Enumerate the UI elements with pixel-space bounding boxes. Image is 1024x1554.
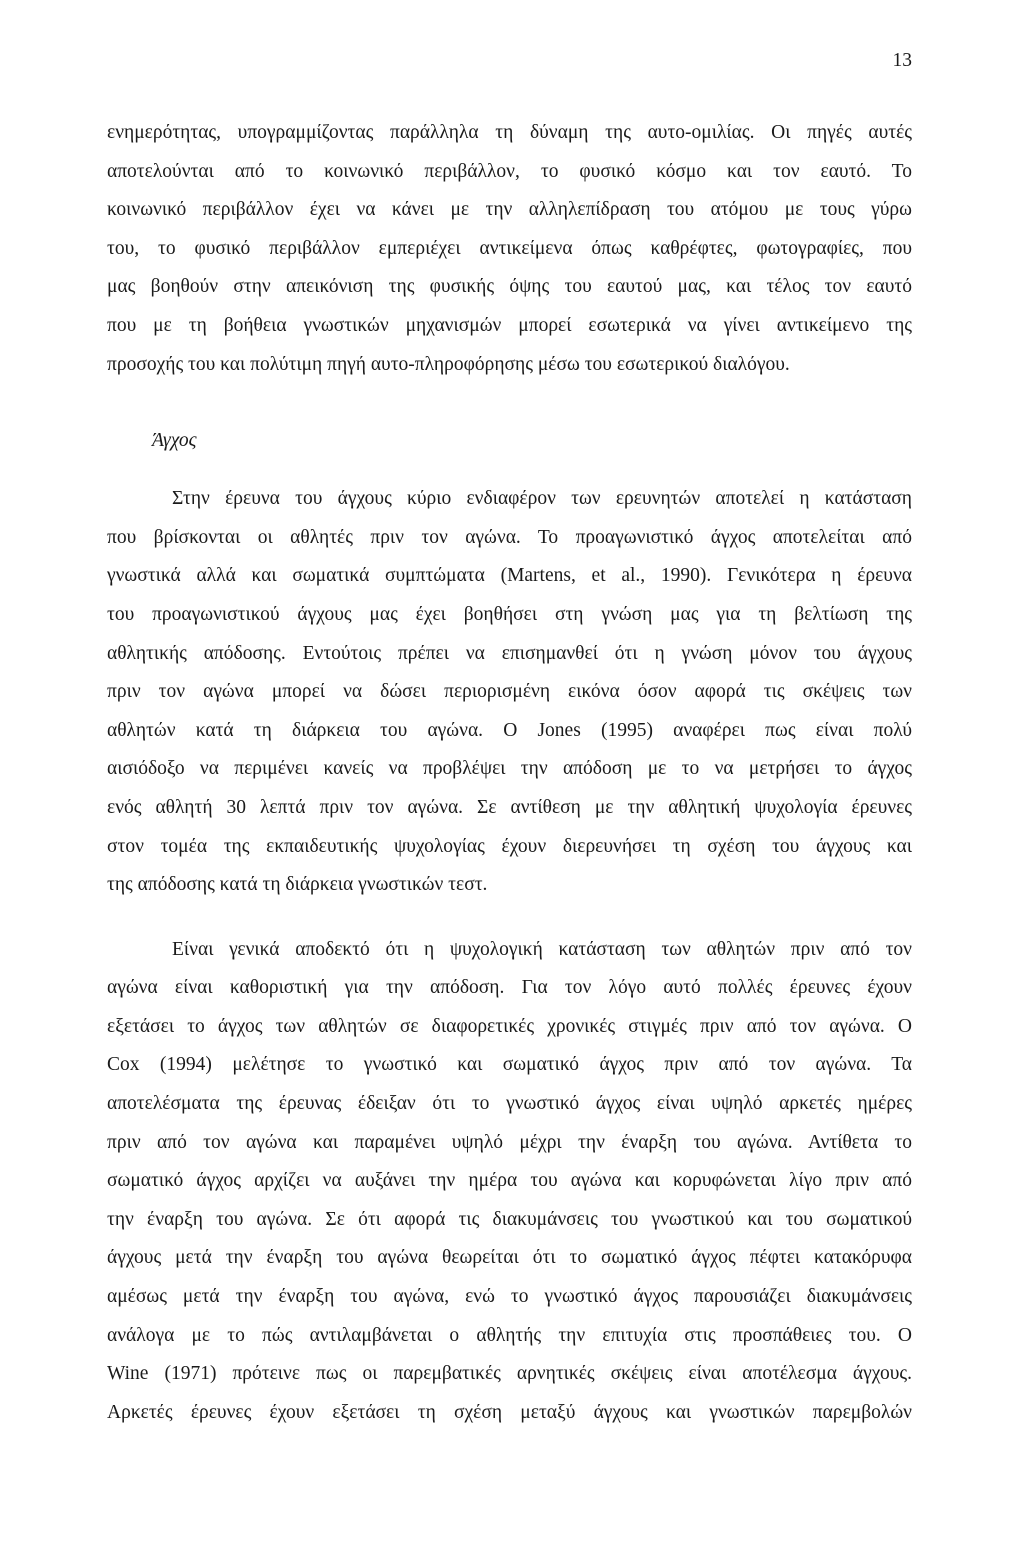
text-line: στον τομέα της εκπαιδευτικής ψυχολογίας έχουν διερευνήσει τη σχέση του άγχους και xyxy=(107,835,912,857)
text-line: που με τη βοήθεια γνωστικών μηχανισμών μπορεί εσωτερικά να γίνει αντικείμενο της xyxy=(107,314,912,336)
paragraph-spacer xyxy=(107,905,912,931)
section-heading: Άγχος xyxy=(152,430,197,452)
text-line: ενός αθλητή 30 λεπτά πριν τον αγώνα. Σε αντίθεση με την αθλητική ψυχολογία έρευνες xyxy=(107,796,912,818)
text-line: κοινωνικό περιβάλλον έχει να κάνει με την αλληλεπίδραση του ατόμου με τους γύρω xyxy=(107,199,912,221)
text-line: πριν τον αγώνα μπορεί να δώσει περιορισμένη εικόνα όσον αφορά τις σκέψεις των xyxy=(107,681,912,703)
text-line: αποτελέσματα της έρευνας έδειξαν ότι το γνωστικό άγχος είναι υψηλό αρκετές ημέρες xyxy=(107,1093,912,1115)
text-line: της απόδοσης κατά τη διάρκεια γνωστικών τεστ. xyxy=(107,874,488,896)
text-line: άγχους μετά την έναρξη του αγώνα θεωρείται ότι το σωματικό άγχος πέφτει κατακόρυφα xyxy=(107,1247,912,1269)
text-line: Αρκετές έρευνες έχουν εξετάσει τη σχέση μεταξύ άγχους και γνωστικών παρεμβολών xyxy=(107,1401,912,1423)
text-line: μας βοηθούν στην απεικόνιση της φυσικής όψης του εαυτού μας, και τέλος τον εαυτό xyxy=(107,276,912,298)
text-line: πριν από τον αγώνα και παραμένει υψηλό μέχρι την έναρξη του αγώνα. Αντίθετα το xyxy=(107,1131,912,1153)
text-line: αγώνα είναι καθοριστική για την απόδοση. Για τον λόγο αυτό πολλές έρευνες έχουν xyxy=(107,977,912,999)
text-line: του προαγωνιστικού άγχους μας έχει βοηθήσει στη γνώση μας για τη βελτίωση της xyxy=(107,603,912,625)
text-line: του, το φυσικό περιβάλλον εμπεριέχει αντικείμενα όπως καθρέφτες, φωτογραφίες, που xyxy=(107,237,912,259)
text-line: αποτελούνται από το κοινωνικό περιβάλλον, το φυσικό κόσμο και τον εαυτό. Το xyxy=(107,160,912,182)
text-line: αθλητικής απόδοσης. Εντούτοις πρέπει να επισημανθεί ότι η γνώση μόνον του άγχους xyxy=(107,642,912,664)
paragraph-self-talk-sources xyxy=(107,114,912,384)
text-line: σωματικό άγχος αρχίζει να αυξάνει την ημέρα του αγώνα και κορυφώνεται λίγο πριν από xyxy=(107,1170,912,1192)
text-line: αισιόδοξο να περιμένει κανείς να προβλέψει την απόδοση με το να μετρήσει το άγχος xyxy=(107,758,912,780)
text-line: αμέσως μετά την έναρξη του αγώνα, ενώ το γνωστικό άγχος παρουσιάζει διακυμάνσεις xyxy=(107,1286,912,1308)
body-text xyxy=(107,114,912,1432)
text-line: ανάλογα με το πώς αντιλαμβάνεται ο αθλητής την επιτυχία στις προσπάθειες του. Ο xyxy=(107,1324,912,1346)
text-line: Cox (1994) μελέτησε το γνωστικό και σωματικό άγχος πριν από τον αγώνα. Τα xyxy=(107,1054,912,1076)
text-line: αθλητών κατά τη διάρκεια του αγώνα. Ο Jones (1995) αναφέρει πως είναι πολύ xyxy=(107,719,912,741)
text-line: προσοχής του και πολύτιμη πηγή αυτο-πληροφόρησης μέσω του εσωτερικού διαλόγου. xyxy=(107,353,790,375)
page-number: 13 xyxy=(892,50,912,71)
text-line: ενημερότητας, υπογραμμίζοντας παράλληλα τη δύναμη της αυτο-ομιλίας. Οι πηγές αυτές xyxy=(107,122,912,143)
text-line: Στην έρευνα του άγχους κύριο ενδιαφέρον των ερευνητών αποτελεί η κατάσταση xyxy=(172,488,912,510)
text-line: εξετάσει το άγχος των αθλητών σε διαφορετικές χρονικές στιγμές πριν από τον αγώνα. Ο xyxy=(107,1015,912,1037)
text-line: Είναι γενικά αποδεκτό ότι η ψυχολογική κατάσταση των αθλητών πριν από τον xyxy=(172,938,912,960)
text-line: Wine (1971) πρότεινε πως οι παρεμβατικές αρνητικές σκέψεις είναι αποτέλεσμα άγχους. xyxy=(107,1363,912,1385)
paragraph-anxiety-research xyxy=(107,480,912,905)
text-line: την έναρξη του αγώνα. Σε ότι αφορά τις διακυμάνσεις του γνωστικού και του σωματικού xyxy=(107,1208,912,1230)
text-line: που βρίσκονται οι αθλητές πριν τον αγώνα. Το προαγωνιστικό άγχος αποτελείται από xyxy=(107,526,912,548)
text-line: γνωστικά αλλά και σωματικά συμπτώματα (Martens, et al., 1990). Γενικότερα η έρευνα xyxy=(107,565,912,587)
paragraph-precompetition-state xyxy=(107,931,912,1433)
